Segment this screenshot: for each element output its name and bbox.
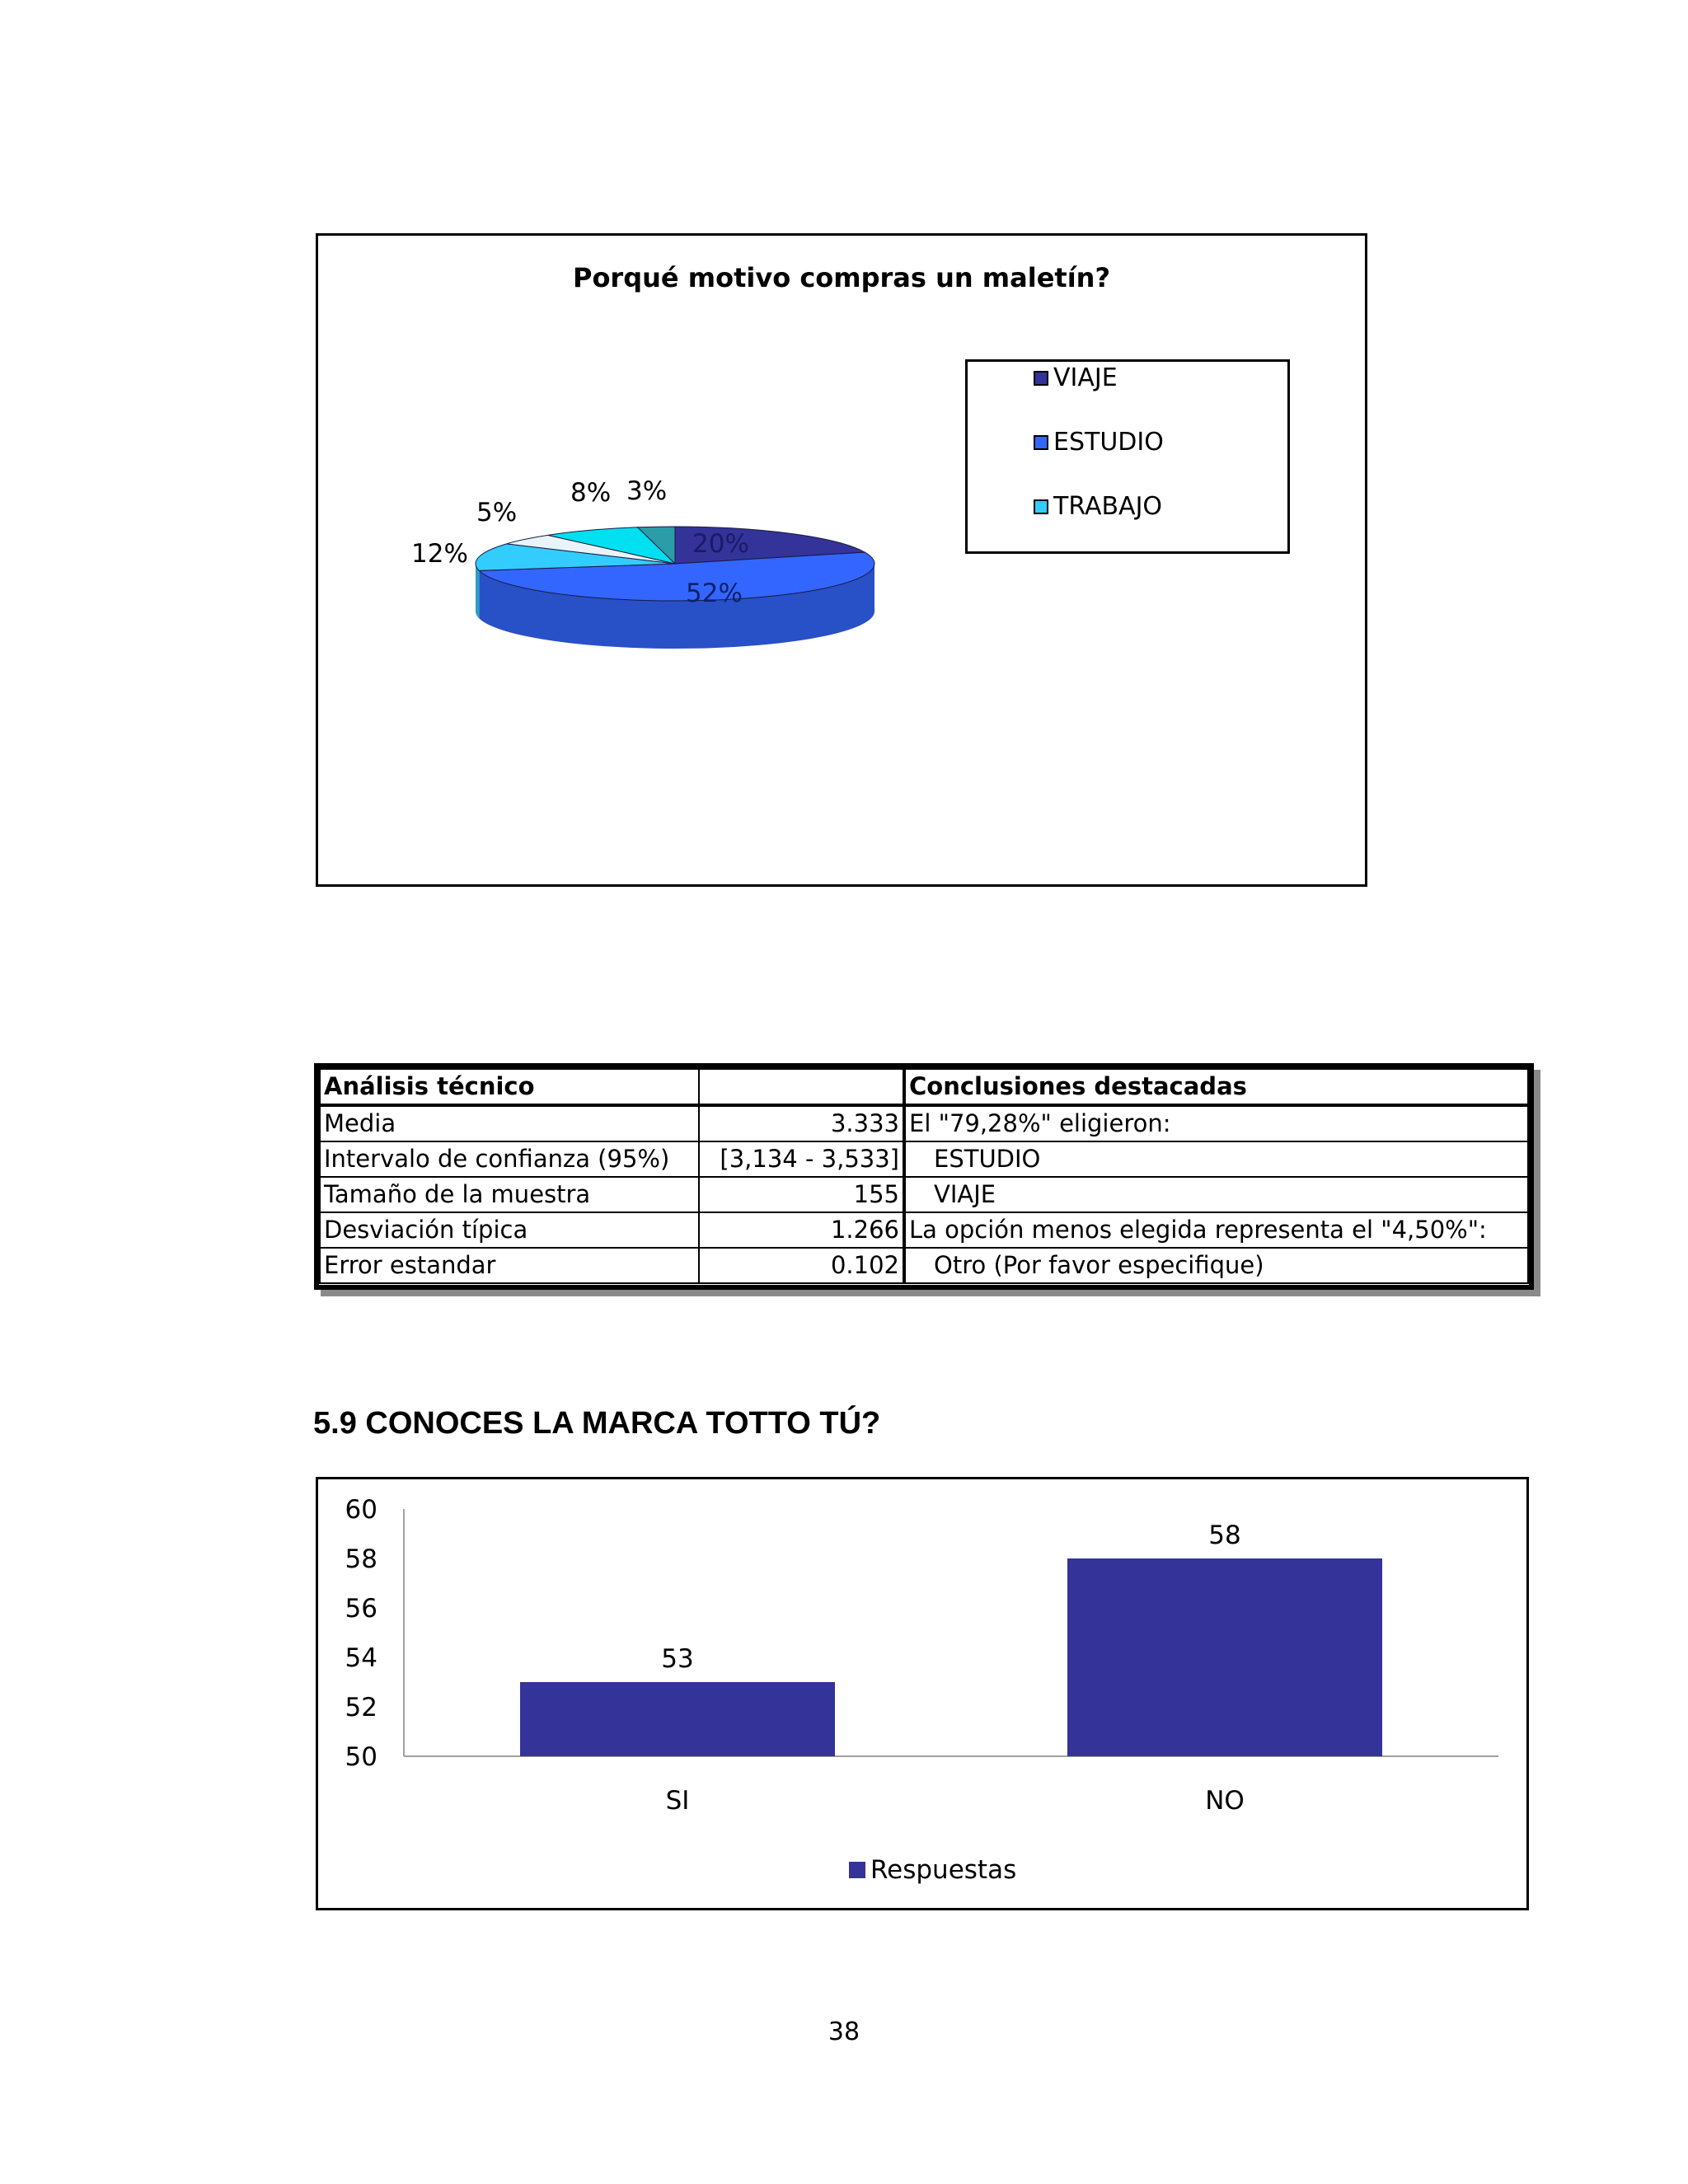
table-row [320,1248,1528,1283]
bar-no [1067,1558,1382,1756]
bar-data-label: 53 [661,1644,694,1674]
row-label: Media [320,1105,699,1141]
pie-label-52: 52% [686,579,743,608]
y-tick-label: 60 [345,1495,377,1525]
y-tick-label: 56 [345,1594,377,1624]
pie-label-8: 8% [570,478,612,508]
x-tick-label: SI [665,1786,690,1816]
legend-item-trabajo [1034,492,1162,521]
legend-swatch-trabajo [1034,499,1048,514]
pie-chart-panel [316,233,1367,887]
row-label: Error estandar [320,1248,699,1283]
pie-label-5: 5% [476,498,518,527]
legend-label-respuestas: Respuestas [870,1855,1017,1885]
pie-chart-canvas [318,236,1365,884]
legend-label-estudio: ESTUDIO [1053,428,1164,457]
pie-label-12: 12% [411,539,468,569]
bar-chart-canvas [318,1479,1526,1908]
y-tick-label: 54 [345,1643,377,1673]
bar-chart-panel [316,1477,1529,1910]
pie-chart-title: Porqué motivo compras un maletín? [572,262,1110,293]
row-conclusion: Otro (Por favor especifique) [904,1248,1528,1283]
legend-item-viaje [1034,363,1118,392]
page-number: 38 [828,2018,860,2046]
legend-item-estudio [1034,428,1164,457]
table-row [320,1105,1528,1141]
legend-swatch-respuestas [849,1862,865,1878]
row-conclusion: ESTUDIO [904,1141,1528,1177]
pie-label-3: 3% [626,476,668,506]
y-tick-label: 52 [345,1693,377,1722]
table-row [320,1141,1528,1177]
bar-si [520,1682,835,1756]
row-value: 1.266 [699,1212,904,1248]
section-heading: 5.9 CONOCES LA MARCA TOTTO TÚ? [313,1406,881,1441]
table-row [320,1177,1528,1212]
row-conclusion: La opción menos elegida representa el "4,50%": [904,1212,1528,1248]
legend-swatch-estudio [1034,435,1048,450]
row-value: [3,134 - 3,533] [699,1141,904,1177]
pie-side-2 [476,564,479,618]
row-value: 0.102 [699,1248,904,1283]
legend-label-viaje: VIAJE [1053,363,1118,392]
y-tick-label: 58 [345,1544,377,1574]
row-label: Intervalo de confianza (95%) [320,1141,699,1177]
row-label: Tamaño de la muestra [320,1177,699,1212]
analysis-header-left: Análisis técnico [320,1069,699,1105]
legend-swatch-viaje [1034,371,1048,386]
analysis-table [319,1068,1529,1284]
analysis-header-right: Conclusiones destacadas [904,1069,1528,1105]
bar-data-label: 58 [1208,1521,1241,1550]
row-conclusion: El "79,28%" eligieron: [904,1105,1528,1141]
row-value: 155 [699,1177,904,1212]
x-tick-label: NO [1205,1786,1245,1816]
analysis-header-row [320,1069,1528,1105]
analysis-header-empty [699,1069,904,1105]
row-conclusion: VIAJE [904,1177,1528,1212]
pie-label-20: 20% [692,529,749,559]
legend-label-trabajo: TRABAJO [1053,492,1163,521]
table-row [320,1212,1528,1248]
analysis-table-panel [314,1063,1534,1290]
row-value: 3.333 [699,1105,904,1141]
row-label: Desviación típica [320,1212,699,1248]
pie-legend [965,359,1290,554]
y-tick-label: 50 [345,1742,377,1772]
